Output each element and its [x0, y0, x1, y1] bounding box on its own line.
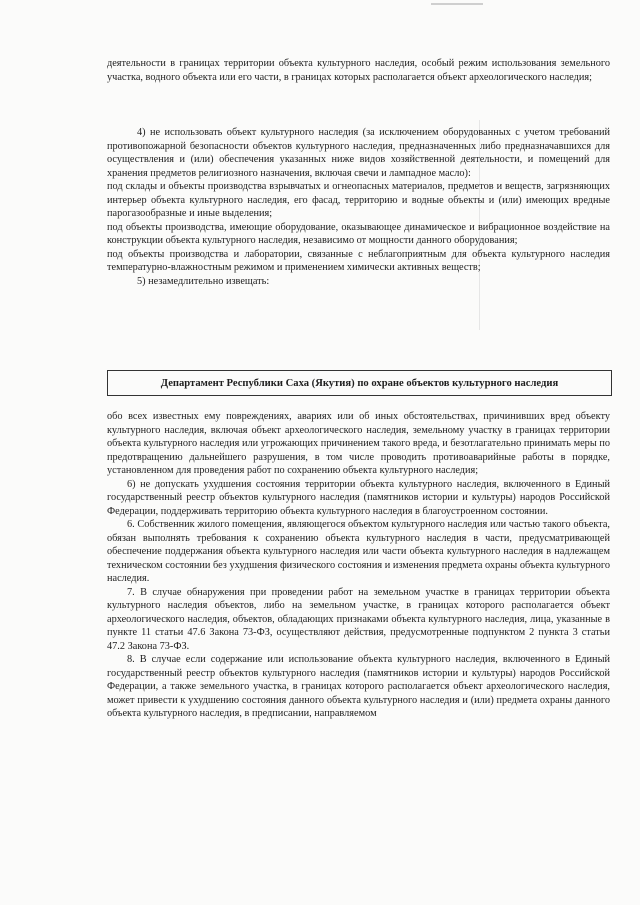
top-fragment-paragraph: деятельности в границах территории объекта культурного наследия, особый режим использования земельного участка, водного объекта или его части, в границах которых располагается объект археологического наследия;	[107, 58, 610, 83]
item4-sub2-paragraph: под объекты производства, имеющие оборудование, оказывающее динамическое и вибрационное воздействие на конструкции объекта культурного наследия, независимо от мощности данного оборудования;	[107, 221, 610, 246]
item6-sub-paragraph: 6) не допускать ухудшения состояния территории объекта культурного наследия, включенного в Единый государственный реестр объектов культурного наследия (памятников истории и культуры) народов Российской Федерации, поддерживать территорию объекта культурного наследия в благоустроенном состоянии.	[107, 478, 610, 517]
paragraph-7: 7. В случае обнаружения при проведении работ на земельном участке в границах территории объекта культурного наследия объектов, либо на земельном участке, в границах которого располагается объект археологического наследия, объектов, обладающих признаками объекта культурного наследия, лица, указанные в пункте 11 статьи 47.6 Закона 73-ФЗ, осуществляют действия, предусмотренные подпунктом 2 пункта 3 статьи 47.2 Закона 73-ФЗ.	[107, 586, 610, 652]
department-header-text: Департамент Республики Саха (Якутия) по охране объектов культурного наследия	[160, 377, 559, 389]
item4-sub3-paragraph: под объекты производства и лаборатории, связанные с неблагоприятным для объекта культурного наследия температурно-влажностным режимом и применением химически активных веществ;	[107, 248, 610, 273]
main-body-block	[107, 410, 610, 721]
after-box-paragraph: обо всех известных ему повреждениях, авариях или об иных обстоятельствах, причинивших вред объекту культурного наследия, включая объект археологического наследия, земельному участку в границах территории объекта культурного наследия или угрожающих причинением такого вреда, и безотлагательно принимать меры по предотвращению дальнейшего разрушения, в том числе проводить противоаварийные работы в порядке, установленном для проведения работ по сохранению объекта культурного наследия;	[107, 411, 610, 476]
department-header-box	[107, 370, 612, 396]
scan-artifact-mark	[431, 3, 483, 5]
top-fragment-block	[107, 57, 610, 84]
item4-block	[107, 126, 610, 288]
item5-paragraph: 5) незамедлительно извещать:	[137, 275, 270, 287]
item4-sub1-paragraph: под склады и объекты производства взрывчатых и огнеопасных материалов, предметов и веществ, загрязняющих интерьер объекта культурного наследия, его фасад, территорию и водные объекты и (или) имеющих вредные парогазообразные и иные выделения;	[107, 181, 610, 219]
paragraph-6: 6. Собственник жилого помещения, являющегося объектом культурного наследия или частью такого объекта, обязан выполнять требования к сохранению объекта культурного наследия в части, предусматривающей обеспечение поддержания объекта культурного наследия или части объекта культурного наследия в надлежащем техническом состоянии без ухудшения физического состояния и изменения предмета охраны объекта культурного наследия.	[107, 519, 610, 584]
item4-intro-paragraph: 4) не использовать объект культурного наследия (за исключением оборудованных с учетом требований противопожарной безопасности объектов культурного наследия, предназначенных либо предназначавшихся для осуществления и (или) обеспечения указанных ниже видов хозяйственной деятельности, и помещений для хранения предметов религиозного назначения, включая свечи и лампадное масло):	[107, 127, 610, 179]
paragraph-8: 8. В случае если содержание или использование объекта культурного наследия, включенного в Единый государственный реестр объектов культурного наследия (памятников истории и культуры) народов Российской Федерации, а также земельного участка, в границах которого располагается объект археологического наследия, может привести к ухудшению состояния данного объекта культурного наследия и (или) предмета охраны данного объекта культурного наследия, в предписании, направляемом	[107, 654, 610, 719]
